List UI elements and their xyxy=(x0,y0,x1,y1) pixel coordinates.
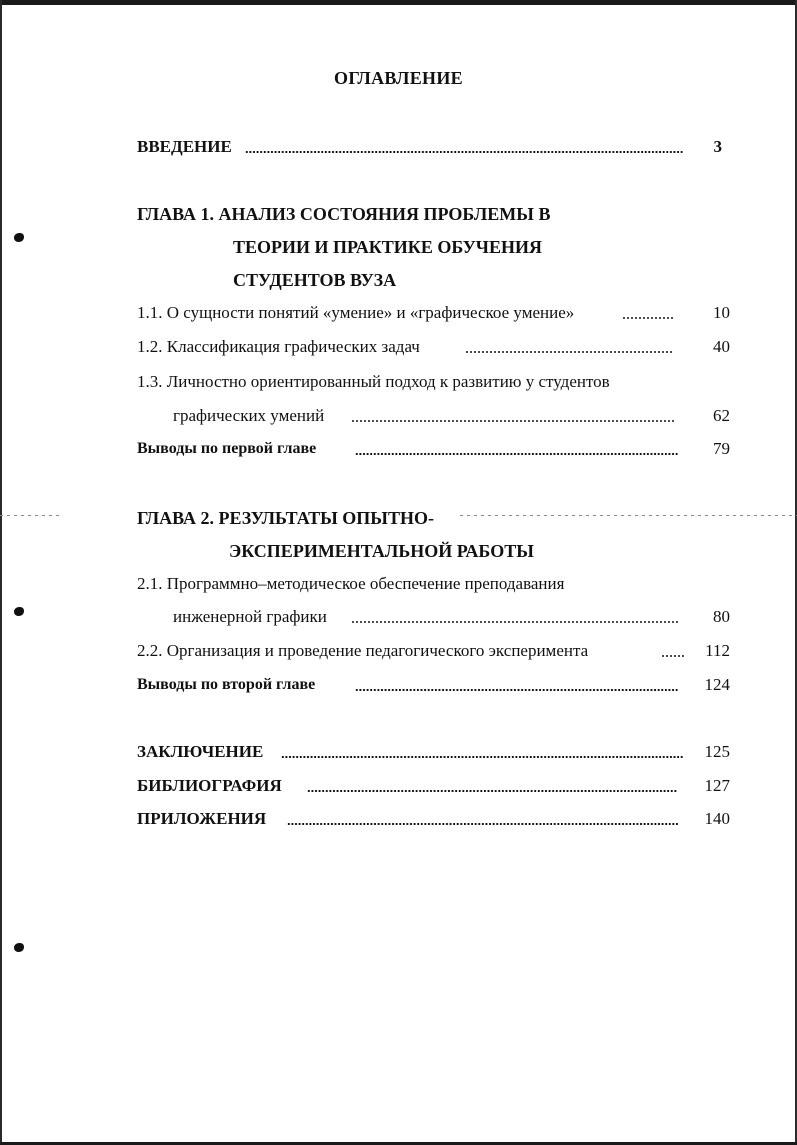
chapter-2-heading-line: ЭКСПЕРИМЕНТАЛЬНОЙ РАБОТЫ xyxy=(229,541,534,561)
fold-line xyxy=(460,515,797,516)
toc-entry-bibliography[interactable] xyxy=(137,774,730,798)
toc-entry-label: ПРИЛОЖЕНИЯ xyxy=(137,807,270,831)
toc-entry-label: БИБЛИОГРАФИЯ xyxy=(137,774,286,798)
toc-entry-1-2[interactable] xyxy=(137,335,730,359)
dot-leader xyxy=(287,823,678,825)
toc-entry-1-3[interactable] xyxy=(137,370,730,394)
toc-entry-conclusion[interactable] xyxy=(137,740,730,764)
toc-entry-label: 2.1. Программно–методическое обеспечение преподавания xyxy=(137,572,568,596)
toc-entry-label: ЗАКЛЮЧЕНИЕ xyxy=(137,740,267,764)
dot-leader xyxy=(355,453,678,455)
toc-page-number: 3 xyxy=(713,137,722,156)
toc-entry-summary-1[interactable] xyxy=(137,437,730,461)
toc-page-number: 125 xyxy=(704,742,730,761)
dot-leader xyxy=(661,655,684,657)
punch-hole-mark xyxy=(14,943,24,952)
chapter-1-heading-line: ГЛАВА 1. АНАЛИЗ СОСТОЯНИЯ ПРОБЛЕМЫ В xyxy=(137,204,551,224)
toc-entry-label: 1.3. Личностно ориентированный подход к развитию у студентов xyxy=(137,370,614,394)
punch-hole-mark xyxy=(14,233,24,242)
scan-edge-top xyxy=(0,0,797,5)
toc-entry-appendices[interactable] xyxy=(137,807,730,831)
chapter-1-heading-line: СТУДЕНТОВ ВУЗА xyxy=(233,270,397,290)
scan-edge-left xyxy=(0,0,2,1145)
toc-entry-label: 1.1. О сущности понятий «умение» и «графическое умение» xyxy=(137,301,578,325)
toc-entry-intro[interactable] xyxy=(137,135,730,159)
dot-leader xyxy=(351,420,674,422)
toc-entry-label: 1.2. Классификация графических задач xyxy=(137,335,424,359)
toc-page-number: 112 xyxy=(705,641,730,660)
punch-hole-mark xyxy=(14,607,24,616)
toc-page-number: 80 xyxy=(713,607,730,626)
dot-leader xyxy=(307,790,678,792)
toc-entry-label: ВВЕДЕНИЕ xyxy=(137,135,236,159)
dot-leader xyxy=(622,317,674,319)
toc-entry-label: графических умений xyxy=(173,404,328,428)
dot-leader xyxy=(281,756,684,758)
toc-page-number: 40 xyxy=(713,337,730,356)
toc-entry-summary-2[interactable] xyxy=(137,673,730,697)
toc-entry-2-1-continuation[interactable] xyxy=(137,605,730,629)
toc-entry-label: 2.2. Организация и проведение педагогического эксперимента xyxy=(137,639,592,663)
toc-entry-label: Выводы по второй главе xyxy=(137,673,319,697)
chapter-2-heading-line: ГЛАВА 2. РЕЗУЛЬТАТЫ ОПЫТНО- xyxy=(137,508,434,528)
dot-leader xyxy=(245,151,684,153)
dot-leader xyxy=(351,621,678,623)
toc-page-number: 127 xyxy=(704,776,730,795)
page-title: ОГЛАВЛЕНИЕ xyxy=(334,68,463,88)
fold-line xyxy=(0,515,60,516)
toc-entry-2-2[interactable] xyxy=(137,639,730,663)
toc-page-number: 124 xyxy=(704,675,730,694)
toc-entry-label: Выводы по первой главе xyxy=(137,437,320,461)
chapter-1-heading-line: ТЕОРИИ И ПРАКТИКЕ ОБУЧЕНИЯ xyxy=(233,237,543,257)
toc-entry-1-1[interactable] xyxy=(137,301,730,325)
toc-page-number: 79 xyxy=(713,439,730,458)
toc-page-number: 140 xyxy=(704,809,730,828)
toc-page-number: 10 xyxy=(713,303,730,322)
dot-leader xyxy=(355,689,678,691)
toc-entry-1-3-continuation[interactable] xyxy=(137,404,730,428)
toc-entry-2-1[interactable] xyxy=(137,572,730,596)
toc-page-number: 62 xyxy=(713,406,730,425)
toc-entry-label: инженерной графики xyxy=(173,605,331,629)
dot-leader xyxy=(465,351,674,353)
